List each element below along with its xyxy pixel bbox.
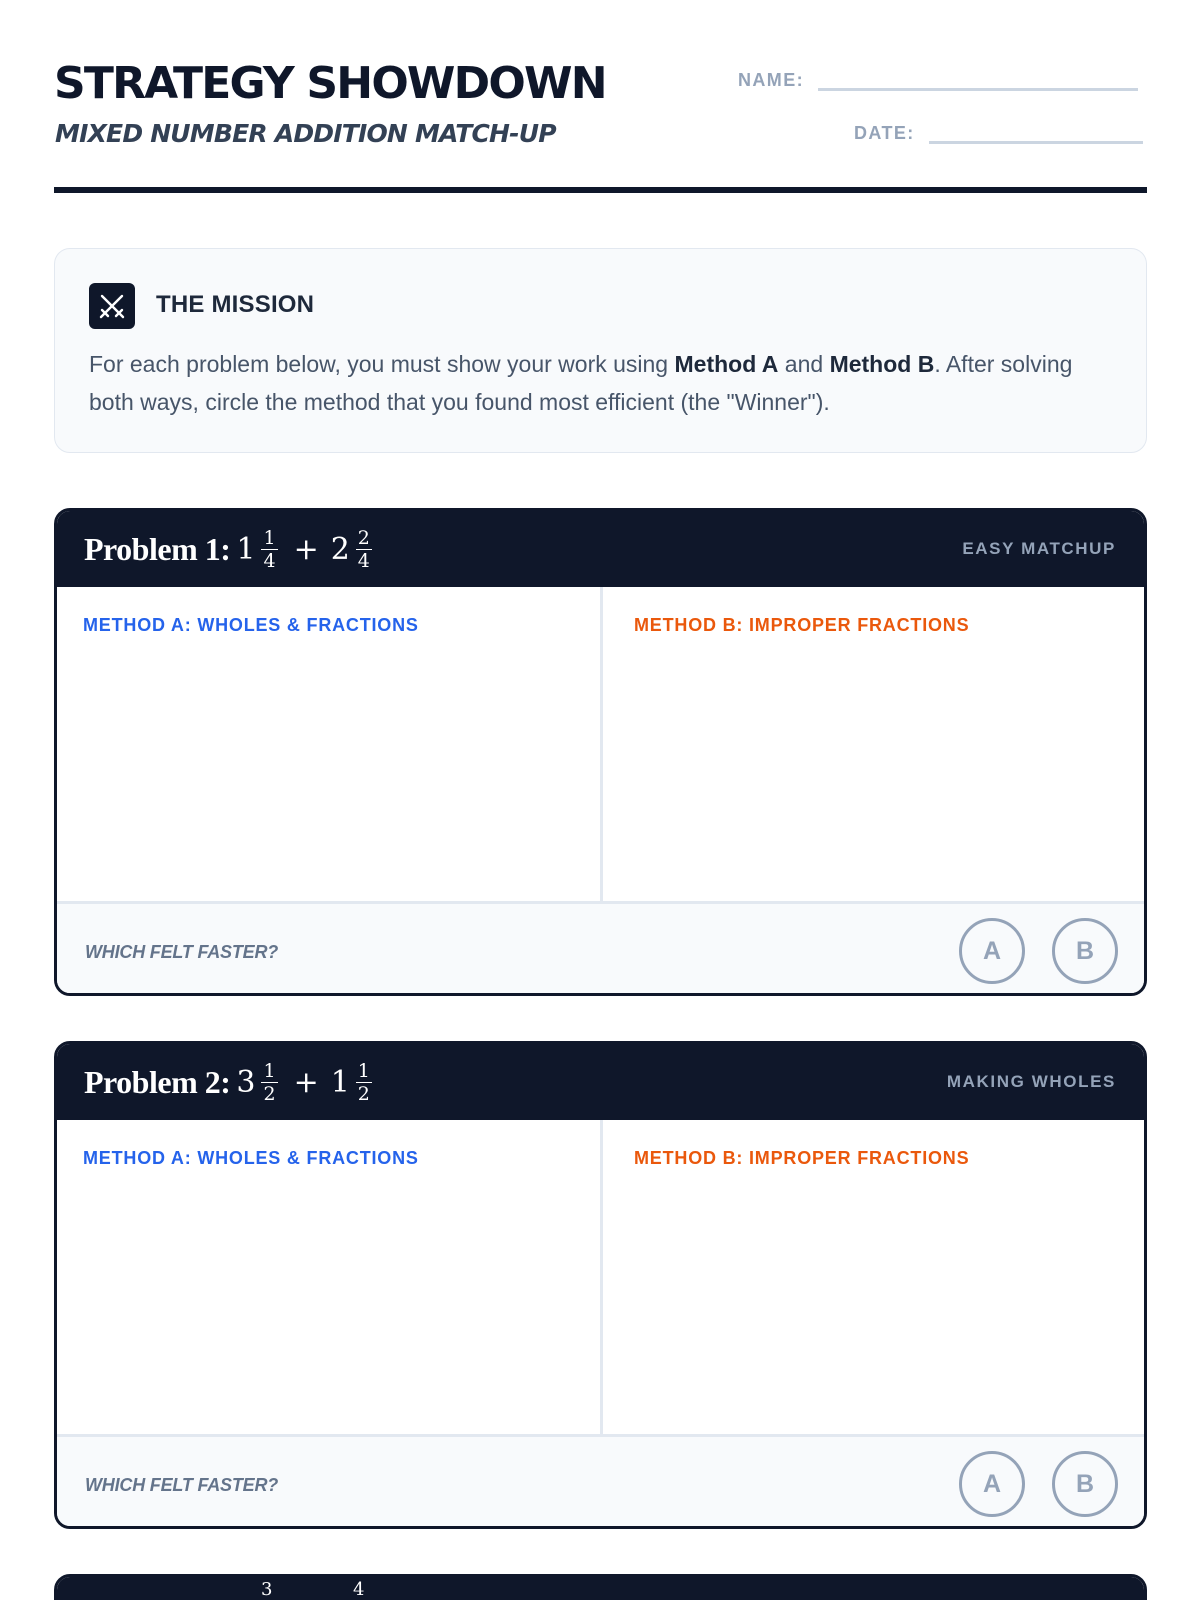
method-a-emphasis: Method A (674, 351, 779, 377)
faster-prompt: WHICH FELT FASTER? (85, 942, 279, 962)
method-b-label: METHOD B: IMPROPER FRACTIONS (634, 615, 970, 635)
mixed-number (331, 1061, 372, 1104)
method-b-emphasis: Method B (829, 351, 935, 377)
numerator: 1 (357, 1059, 370, 1082)
date-input-line[interactable] (929, 114, 1143, 144)
whole-number: 1 (330, 1064, 350, 1100)
name-label: NAME: (738, 70, 804, 90)
problem-header (57, 1044, 1144, 1120)
method-b-workspace[interactable] (606, 587, 1144, 901)
mission-text-part-3: . After solving both ways, circle the method that you found most efficient (the "Winner"). (89, 351, 1073, 415)
mission-title: THE MISSION (156, 291, 315, 318)
whole-number: 1 (236, 531, 256, 567)
crossed-swords-icon (89, 283, 135, 329)
partial-numerator-b: 4 (353, 1579, 365, 1600)
method-b-label: METHOD B: IMPROPER FRACTIONS (634, 1148, 970, 1168)
method-a-label: METHOD A: WHOLES & FRACTIONS (83, 615, 419, 635)
whole-number: 2 (330, 531, 350, 567)
mission-box (54, 248, 1147, 453)
denominator: 2 (357, 1082, 370, 1105)
winner-footer (57, 1434, 1144, 1529)
name-input-line[interactable] (818, 61, 1138, 91)
difficulty-badge: MAKING WHOLES (946, 1072, 1116, 1091)
problem-label: Problem 1: (84, 530, 231, 567)
problem-card-2 (54, 1041, 1147, 1529)
method-b-workspace[interactable] (606, 1120, 1144, 1434)
method-a-label: METHOD A: WHOLES & FRACTIONS (83, 1148, 419, 1168)
page-title: STRATEGY SHOWDOWN (54, 58, 606, 109)
mission-text-part-1: For each problem below, you must show your work using (89, 351, 675, 377)
problem-title (84, 511, 372, 587)
choice-b-button[interactable]: B (1052, 918, 1118, 984)
whole-number: 3 (236, 1064, 256, 1100)
denominator: 4 (357, 549, 370, 572)
numerator: 2 (357, 526, 370, 549)
denominator: 4 (263, 549, 276, 572)
fraction (356, 528, 372, 571)
worksheet-header (54, 55, 1147, 195)
fraction (261, 528, 277, 571)
problem-header (57, 511, 1144, 587)
date-label: DATE: (854, 123, 915, 143)
problem-card-3 (54, 1574, 1147, 1600)
partial-numerator-a: 3 (261, 1579, 273, 1600)
mixed-number (331, 528, 372, 571)
method-a-workspace[interactable] (57, 1120, 603, 1434)
problem-header (57, 1577, 1144, 1600)
numerator: 1 (263, 526, 276, 549)
plus-operator: + (293, 1064, 319, 1100)
method-a-workspace[interactable] (57, 587, 603, 901)
name-field[interactable] (738, 61, 1138, 91)
mission-text-part-2: and (778, 351, 830, 377)
choice-b-button[interactable]: B (1052, 1451, 1118, 1517)
problem-label: Problem 2: (84, 1063, 231, 1100)
fraction (261, 1061, 277, 1104)
choice-a-button[interactable]: A (959, 918, 1025, 984)
denominator: 2 (263, 1082, 276, 1105)
winner-footer (57, 901, 1144, 996)
mixed-number (236, 1061, 277, 1104)
problem-title (84, 1044, 372, 1120)
difficulty-badge: EASY MATCHUP (962, 539, 1116, 558)
date-field[interactable] (854, 114, 1143, 144)
header-divider (54, 187, 1147, 193)
plus-operator: + (293, 531, 319, 567)
choice-a-button[interactable]: A (959, 1451, 1025, 1517)
page-subtitle: MIXED NUMBER ADDITION MATCH-UP (55, 119, 556, 148)
fraction (356, 1061, 372, 1104)
numerator: 1 (263, 1059, 276, 1082)
faster-prompt: WHICH FELT FASTER? (85, 1475, 279, 1495)
mixed-number (236, 528, 277, 571)
mission-text (89, 345, 1109, 421)
problem-card-1 (54, 508, 1147, 996)
